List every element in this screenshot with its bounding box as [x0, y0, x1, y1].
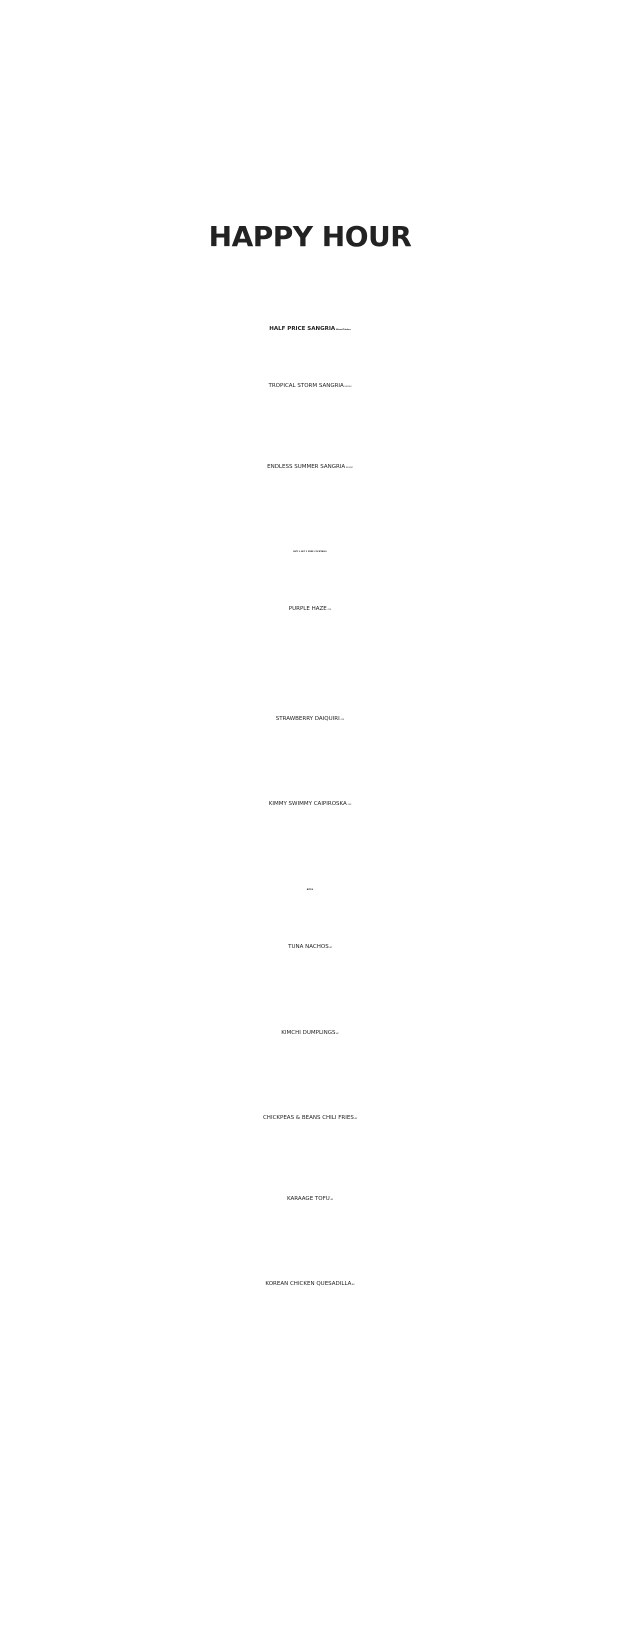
item-name: TROPICAL STORM SANGRIA	[268, 383, 344, 389]
item-description	[0, 966, 620, 988]
section-title: HALF PRICE SANGRIA	[269, 326, 336, 332]
item-price: 45	[330, 1199, 333, 1201]
section-heading-sangria	[0, 315, 620, 344]
hours-subtitle	[0, 273, 620, 295]
menu-item-name	[0, 1270, 620, 1299]
item-price: 55/250	[344, 386, 352, 388]
item-name: STRAWBERRY DAIQUIRI	[275, 716, 340, 722]
menu-item-name	[0, 705, 620, 734]
item-name: KIMMY SWIMMY CAIPIROSKA	[268, 801, 347, 807]
item-name: TUNA NACHOS	[288, 944, 329, 950]
menu-item-name	[0, 1104, 620, 1133]
menu-item-name	[0, 595, 620, 624]
item-price: 120	[340, 719, 345, 721]
item-description	[0, 400, 620, 422]
footer-instagram-line	[0, 1430, 620, 1454]
section-heading-bites: BITES	[306, 889, 314, 891]
item-description	[0, 823, 620, 845]
item-price: 120	[327, 609, 332, 611]
menu-item-name	[0, 453, 620, 482]
footer-hashtag-line	[0, 1459, 620, 1483]
page-title: HAPPY HOUR	[208, 220, 412, 253]
item-price: 45	[354, 1118, 358, 1120]
item-price: 45	[329, 947, 332, 949]
item-description	[0, 1132, 620, 1154]
section-note: Glass/Pitcher	[335, 329, 351, 331]
section-heading-cocktails: BUY 1 GET 1 FREE COCKTAILS	[293, 551, 327, 553]
item-price: 120	[347, 804, 352, 806]
menu-item-name	[0, 1185, 620, 1214]
item-price: 40	[336, 1033, 339, 1035]
item-description	[0, 652, 620, 674]
item-description	[0, 1298, 620, 1320]
dietary-legend	[0, 1491, 620, 1509]
item-description	[0, 485, 620, 507]
item-description	[0, 1051, 620, 1073]
item-name: KOREAN CHICKEN QUESADILLA	[265, 1281, 352, 1287]
item-name: KIMCHI DUMPLINGS	[281, 1030, 336, 1036]
menu-item-name	[0, 372, 620, 401]
item-description	[0, 624, 620, 646]
item-name: ENDLESS SUMMER SANGRIA	[267, 464, 346, 470]
item-name: KARAAGE TOFU	[286, 1196, 330, 1202]
item-description	[0, 1218, 620, 1240]
item-name: PURPLE HAZE	[288, 606, 327, 612]
menu-item-name	[0, 1019, 620, 1048]
item-description	[0, 738, 620, 760]
item-price: 45	[352, 1284, 355, 1286]
menu-item-name	[0, 790, 620, 819]
item-name: CHICKPEAS & BEANS CHILI FRIES	[262, 1115, 354, 1121]
menu-item-name	[0, 933, 620, 962]
item-price: 55/250	[345, 467, 353, 469]
